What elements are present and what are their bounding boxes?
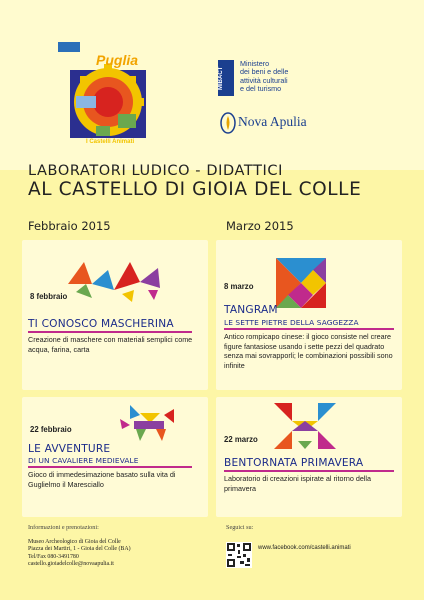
mibact-line: dei beni e delle <box>240 67 289 77</box>
nova-apulia-text: Nova Apulia <box>238 114 307 129</box>
contact-line: Museo Archeologico di Gioia del Colle <box>28 539 121 545</box>
event-title: TANGRAM <box>224 304 278 316</box>
title-underline <box>224 328 394 330</box>
title-underline <box>28 466 192 468</box>
mibact-logo <box>218 60 328 100</box>
tangram-mask-icon <box>62 260 172 302</box>
mibact-line: e del turismo <box>240 84 282 94</box>
tangram-flower-icon <box>268 401 342 451</box>
mini-logo-icon <box>58 40 80 59</box>
puglia-castelli-logo <box>56 40 166 150</box>
puglia-wordmark: Puglia <box>96 52 139 68</box>
event-card-mascherina <box>22 240 208 390</box>
event-date: 8 marzo <box>224 282 254 291</box>
contact-info <box>28 539 131 568</box>
event-subtitle: DI UN CAVALIERE MEDIEVALE <box>28 456 139 465</box>
event-description: Laboratorio di creazioni ispirate al ritorno della primavera <box>224 474 372 493</box>
qr-code-icon[interactable] <box>226 542 252 568</box>
nova-apulia-emblem-icon <box>220 112 236 134</box>
month-february: Febbraio 2015 <box>28 219 111 233</box>
info-label: Informazioni e prenotazioni: <box>28 524 99 531</box>
facebook-link[interactable]: www.facebook.com/castelli.animati <box>258 545 351 551</box>
event-date: 22 febbraio <box>30 425 72 434</box>
event-title: TI CONOSCO MASCHERINA <box>28 318 174 330</box>
contact-email[interactable]: castello.gioiadelcolle@novaapulia.it <box>28 560 114 567</box>
title-underline <box>224 470 394 472</box>
contact-line: Tel/Fax 080-3491780 <box>28 553 79 560</box>
event-card-tangram <box>216 240 402 390</box>
mibact-line: attività culturali <box>240 75 288 85</box>
mibact-line: Ministero <box>240 59 270 68</box>
title-underline <box>28 331 192 333</box>
event-date: 22 marzo <box>224 435 258 444</box>
follow-label: Seguici su: <box>226 524 254 531</box>
headline-line2: AL CASTELLO DI GIOIA DEL COLLE <box>28 179 362 200</box>
castelli-animati-text: I Castelli Animati <box>86 139 135 145</box>
event-title: LE AVVENTURE <box>28 443 111 455</box>
month-march: Marzo 2015 <box>226 219 294 233</box>
event-description: Gioco di immedesimazione basato sulla vita di Guglielmo il Maresciallo <box>28 470 176 489</box>
event-title: BENTORNATA PRIMAVERA <box>224 457 364 469</box>
contact-line: Piazza dei Martiri, 1 - Gioia del Colle (BA) <box>28 546 131 553</box>
headline-line1: LABORATORI LUDICO - DIDATTICI <box>28 163 284 179</box>
event-card-primavera <box>216 397 402 517</box>
event-description: Antico rompicapo cinese: il gioco consiste nel creare figure fantasiose usando i sette pezzi del quadrato senza mai sovrapporli; le combinazioni possibili sono infinite <box>224 332 393 370</box>
event-description: Creazione di maschere con materiali semplici come acqua, farina, carta <box>28 335 193 354</box>
tangram-knight-icon <box>100 399 200 443</box>
event-date: 8 febbraio <box>30 292 68 301</box>
event-card-cavaliere <box>22 397 208 517</box>
mibact-text <box>240 60 330 94</box>
tangram-square-icon <box>276 258 326 308</box>
event-subtitle: LE SETTE PIETRE DELLA SAGGEZZA <box>224 318 359 327</box>
mibact-mark: MIBACT <box>218 60 234 96</box>
nova-apulia-logo <box>220 112 340 136</box>
